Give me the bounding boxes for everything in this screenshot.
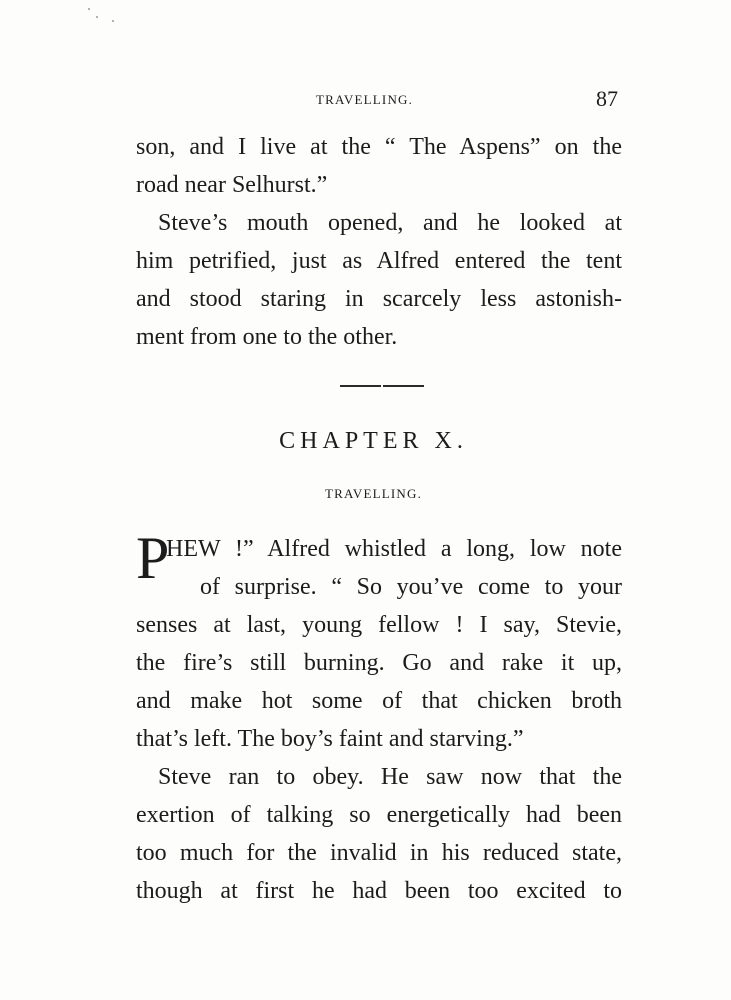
print-speck [88, 8, 90, 10]
print-speck [96, 16, 98, 18]
text-line: Steve ran to obey. He saw now that the [158, 764, 622, 790]
text-line: the fire’s still burning. Go and rake it up, [136, 650, 622, 676]
text-line: of surprise. “ So you’ve come to your [200, 574, 622, 600]
chapter-title: CHAPTER X. [279, 428, 468, 454]
text-line: too much for the invalid in his reduced state, [136, 840, 622, 866]
section-divider [340, 385, 424, 387]
print-speck [112, 20, 114, 22]
paragraph-continued [136, 128, 622, 356]
text-line: exertion of talking so energetically had been [136, 802, 622, 828]
text-line: HEW !” Alfred whistled a long, low note [166, 536, 622, 562]
drop-cap: P [136, 525, 170, 591]
text-line: and stood staring in scarcely less astonish- [136, 286, 622, 312]
text-line: son, and I live at the “ The Aspens” on the [136, 134, 622, 160]
text-line: though at first he had been too excited to [136, 878, 622, 904]
text-line: him petrified, just as Alfred entered the tent [136, 248, 622, 274]
text-line: road near Selhurst.” [136, 172, 328, 198]
text-line: ment from one to the other. [136, 324, 398, 350]
paragraph-phew [136, 525, 622, 910]
chapter-subtitle: TRAVELLING. [324, 486, 423, 501]
text-line: and make hot some of that chicken broth [136, 688, 622, 714]
text-line: that’s left. The boy’s faint and starving.” [136, 726, 524, 752]
text-line: Steve’s mouth opened, and he looked at [158, 210, 622, 236]
running-head: TRAVELLING. [316, 92, 414, 107]
text-line: senses at last, young fellow ! I say, Stevie, [136, 612, 622, 638]
page-number: 87 [596, 86, 618, 111]
